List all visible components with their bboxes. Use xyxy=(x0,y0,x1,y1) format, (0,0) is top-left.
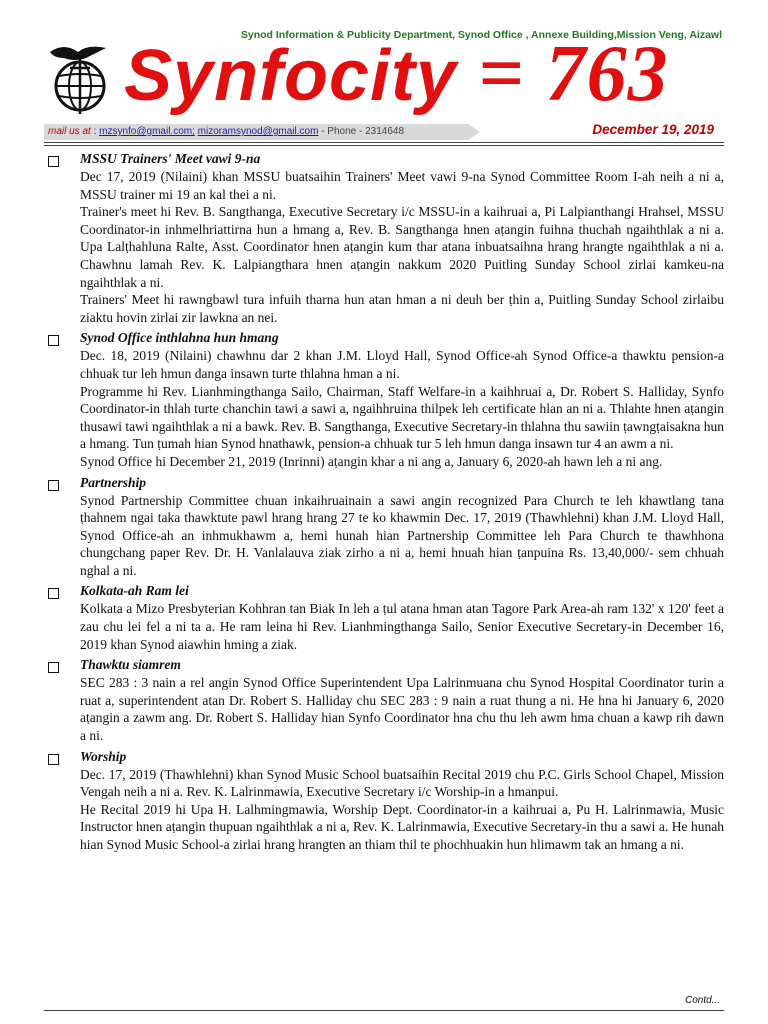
news-paragraph: Dec. 18, 2019 (Nilaini) chawhnu dar 2 khan J.M. Lloyd Hall, Synod Office-ah Synod Office-a thawktu pension-a chhuak tur leh hmun danga insawn turte thlahna hman a ni. xyxy=(80,348,724,381)
masthead-word: Synfocity xyxy=(124,36,458,116)
news-title: Thawktu siamrem xyxy=(80,657,181,673)
bullet-box-icon xyxy=(48,335,59,346)
bullet-box-icon xyxy=(48,588,59,599)
news-item xyxy=(44,748,724,854)
news-paragraph: SEC 283 : 3 nain a rel angin Synod Office Superintendent Upa Lalrinmuana chu Synod Hospital Coordinator turin a ruat a, superintendent atan Dr. Robert S. Halliday chu SEC 283 : 9 nain a ruat thung a ni. He hna hi January 6, 2020 aṭangin a zawm ang. Dr. Robert S. Halliday hian Synfo Coordinator hna chu thu leh awm hma chuan a kawp rih dawn a ni. xyxy=(80,675,724,744)
bullet-box-icon xyxy=(48,662,59,673)
continued-label: Contd... xyxy=(684,995,720,1006)
masthead-equals: = xyxy=(457,30,546,118)
news-paragraph: He Recital 2019 hi Upa H. Lalhmingmawia, Worship Dept. Coordinator-in a kaihruai a, Pu H. Lalrinmawia, Music Instructor hnen aṭangin thupuan ngaihthlak a ni a, Rev. K. Lalrinmawia, Executive Secretary-in thu a sawi a. He hunah hian Synod Music School-a zirlai hrang hrangten an thiam thil te phochhuakin hun hlimawm tak an hmang a ni. xyxy=(80,801,724,852)
bullet-box-icon xyxy=(48,480,59,491)
contact-bar-arrow xyxy=(468,124,480,140)
news-item xyxy=(44,474,724,580)
header-rule-thin xyxy=(44,145,724,146)
news-title: Worship xyxy=(80,748,127,764)
news-title: MSSU Trainers' Meet vawi 9-na xyxy=(80,151,261,166)
news-paragraph: Kolkata a Mizo Presbyterian Kohhran tan Biak In leh a ṭul atana hman atan Tagore Park Area-ah ram 132' x 120' feet a zau chu lei fel a ni ta a. He ram leina hi Rev. Lianhmingthanga Sailo, Senior Executive Secretary-in December 16, 2019 khan Synod aiawhin hming a ziak. xyxy=(80,601,724,652)
contact-bar: mail us at : mzsynfo@gmail.com; mizoramsynod@gmail.com - Phone - 2314648 xyxy=(44,124,468,140)
news-item xyxy=(44,582,724,653)
news-paragraph: Synod Office hi December 21, 2019 (Inrinni) aṭangin khar a ni ang a, January 6, 2020-ah hawn leh a ni ang. xyxy=(80,453,663,469)
news-item xyxy=(44,656,724,744)
header-rule xyxy=(44,142,724,143)
synod-dove-globe-logo xyxy=(44,38,116,116)
mail-label: mail us at xyxy=(48,126,91,137)
news-paragraph: Trainers' Meet hi rawngbawl tura infuih tharna hun atan hman a ni deuh ber ṭhin a, Puitling Sunday School zirlaibu ziaktu hovin zirlai zir lawkna an nei. xyxy=(80,292,724,325)
news-paragraph: Synod Partnership Committee chuan inkaihruainain a sawi angin recognized Para Church te leh khawtlang tana ṭhahnem ngai taka thawktute pawl hrang hrang 27 te ko khawmin Dec. 17, 2019 (Thawhlehni) khan J.M. Lloyd Hall, Synod Office-ah an inhmukhawm a, hemi hunah hian Partnership Committee leh Para Church te thawhhona chungchang paper Rev. Dr. H. Vanlalauva ziak zirho a ni a, hemi hnuah hian ṭanpuina Rs. 13,40,000/- sem chhuah nghal a ni. xyxy=(80,492,724,578)
news-paragraph: Dec 17, 2019 (Nilaini) khan MSSU buatsaihin Trainers' Meet vawi 9-na Synod Committee Room I-ah neih a ni a, MSSU trainer mi 19 an kal thei a ni. xyxy=(80,169,724,202)
news-title: Partnership xyxy=(80,474,147,490)
news-paragraph: Programme hi Rev. Lianhmingthanga Sailo, Chairman, Staff Welfare-in a kaihhruai a, Dr. Robert S. Halliday, Synfo Coordinator-in thlah turte chanchin tawi a sawi a, ngaihhruina thilpek leh certificate hlan an ni a. Thlahte hnen aṭangin thusawi tawi ngaihthlak a ni a bawk. Rev. B. Sangthanga, Executive Secretary-in thlahna thu sawiin ṭawngṭaisakna hun a hmang. Tun ṭumah hian Synod hnathawk, pension-a chhuak tur 5 leh hmun danga insawn tur 4 an awm a ni. xyxy=(80,383,724,452)
issue-date: December 19, 2019 xyxy=(592,122,714,137)
news-title: Synod Office inthlahna hun hmang xyxy=(80,330,279,346)
news-title: Kolkata-ah Ram lei xyxy=(80,583,189,599)
issue-number: 763 xyxy=(545,30,669,118)
phone-number: - Phone - 2314648 xyxy=(321,126,405,137)
news-paragraph: Trainer's meet hi Rev. B. Sangthanga, Executive Secretary i/c MSSU-in a kaihruai a, Pi Lalpianthangi Hrahsel, MSSU Coordinator-in inhmelhriattirna hun a hmang a, Rev. B. Sangthanga hnen aṭangin fuihna thuchah ngaihthlak a ni a. Upa Lalṭhahluna Ralte, Asst. Coordinator hnen aṭangin kum thar atana inbuatsaihna hrang hrangte ngaihthlak a ni a. Chawhnu lamah Rev. K. Lalpiangthara hnen aṭangin nakkum 2020 Puitling Sunday School zirlai kamkeu-na ngaihthlak a ni. xyxy=(80,204,724,290)
header-department: Synod Information & Publicity Department, Synod Office , Annexe Building,Mission Veng, Aizawl xyxy=(240,29,722,41)
masthead-title xyxy=(124,30,669,118)
email-link-synfo[interactable]: mzsynfo@gmail.com; xyxy=(99,126,195,137)
email-link-synod[interactable]: mizoramsynod@gmail.com xyxy=(197,126,319,137)
news-item xyxy=(44,329,724,470)
bullet-box-icon xyxy=(48,156,59,167)
news-item xyxy=(44,150,724,326)
footer-rule xyxy=(44,1010,724,1011)
news-paragraph: Dec. 17, 2019 (Thawhlehni) khan Synod Music School buatsaihin Recital 2019 chu P.C. Girls School Chapel, Mission Vengah neih a ni a. Rev. K. Lalrinmawia, Executive Secretary i/c Worship-in a hmanpui. xyxy=(80,766,724,800)
bullet-box-icon xyxy=(48,754,59,765)
news-content xyxy=(44,148,724,857)
